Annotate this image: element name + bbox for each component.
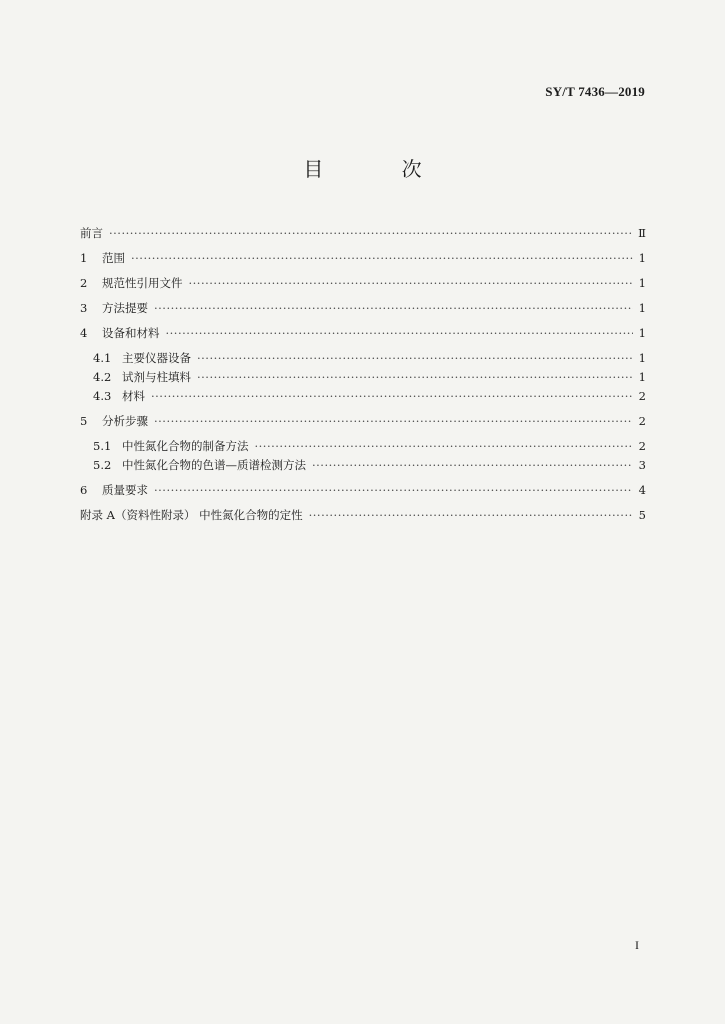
toc-entry-method-summary[interactable] xyxy=(80,299,646,318)
toc-entry-normative-references[interactable] xyxy=(80,274,646,293)
toc-entry-page: 5 xyxy=(638,508,646,522)
toc-leader-dots xyxy=(255,437,633,456)
toc-entry-number: 3 xyxy=(80,301,88,315)
toc-entry-page: 1 xyxy=(638,351,646,365)
toc-entry-quality-requirements[interactable] xyxy=(80,481,646,500)
toc-entry-analysis-steps[interactable] xyxy=(80,412,646,431)
toc-entry-label: 试剂与柱填料 xyxy=(122,370,191,384)
toc-entry-page: 1 xyxy=(638,326,646,340)
toc-entry-page: 2 xyxy=(638,414,646,428)
toc-entry-page: 1 xyxy=(638,251,646,265)
toc-leader-dots xyxy=(109,224,632,243)
toc-entry-label: 材料 xyxy=(122,389,145,403)
toc-leader-dots xyxy=(166,324,633,343)
page-number: I xyxy=(635,938,639,952)
toc-entry-number: 5.1 xyxy=(93,439,112,453)
toc-leader-dots xyxy=(131,249,633,268)
toc-entry-equipment-materials[interactable] xyxy=(80,324,646,343)
toc-leader-dots xyxy=(312,456,633,475)
toc-entry-page: 2 xyxy=(638,439,646,453)
toc-entry-page: 2 xyxy=(638,389,646,403)
toc-title: 目 次 xyxy=(303,157,458,181)
toc-entry-foreword[interactable] xyxy=(80,224,646,243)
toc-entry-number: 5 xyxy=(80,414,88,428)
toc-entry-label: 范围 xyxy=(102,251,125,265)
toc-entry-appendix-a[interactable] xyxy=(80,506,646,525)
toc-entry-preparation-method[interactable] xyxy=(80,437,646,456)
toc-entry-main-instruments[interactable] xyxy=(80,349,646,368)
toc-entry-label: 分析步骤 xyxy=(102,414,148,428)
toc-entry-page: 1 xyxy=(638,301,646,315)
toc-entry-label: 质量要求 xyxy=(102,483,148,497)
toc-leader-dots xyxy=(309,506,633,525)
toc-entry-reagents-packing[interactable] xyxy=(80,368,646,387)
toc-leader-dots xyxy=(154,412,633,431)
toc-entry-page: 4 xyxy=(638,483,646,497)
toc-entry-page: Ⅱ xyxy=(638,226,646,240)
toc-leader-dots xyxy=(154,299,633,318)
toc-leader-dots xyxy=(151,387,633,406)
toc-entry-label: 主要仪器设备 xyxy=(122,351,191,365)
toc-leader-dots xyxy=(197,368,633,387)
toc-entry-number: 6 xyxy=(80,483,88,497)
toc-entry-label: 设备和材料 xyxy=(102,326,160,340)
toc-entry-page: 1 xyxy=(638,370,646,384)
toc-entry-label: 规范性引用文件 xyxy=(102,276,183,290)
toc-entry-number: 5.2 xyxy=(93,458,112,472)
toc-entry-page: 1 xyxy=(638,276,646,290)
toc-entry-page: 3 xyxy=(638,458,646,472)
toc-entry-label: 附录 A（资料性附录） 中性氮化合物的定性 xyxy=(80,508,303,522)
toc-entry-number: 4.1 xyxy=(93,351,112,365)
toc-entry-number: 4 xyxy=(80,326,88,340)
toc-leader-dots xyxy=(189,274,633,293)
toc-entry-materials[interactable] xyxy=(80,387,646,406)
toc-entry-number: 1 xyxy=(80,251,88,265)
toc-entry-label: 方法提要 xyxy=(102,301,148,315)
table-of-contents xyxy=(80,224,646,531)
toc-entry-scope[interactable] xyxy=(80,249,646,268)
toc-entry-gc-ms-method[interactable] xyxy=(80,456,646,475)
toc-entry-number: 2 xyxy=(80,276,88,290)
document-code: SY/T 7436—2019 xyxy=(545,84,645,99)
toc-entry-label: 中性氮化合物的色谱—质谱检测方法 xyxy=(122,458,306,472)
toc-entry-number: 4.3 xyxy=(93,389,112,403)
toc-entry-label: 中性氮化合物的制备方法 xyxy=(122,439,249,453)
toc-leader-dots xyxy=(197,349,633,368)
toc-leader-dots xyxy=(154,481,633,500)
toc-entry-number: 4.2 xyxy=(93,370,112,384)
toc-entry-label: 前言 xyxy=(80,226,103,240)
